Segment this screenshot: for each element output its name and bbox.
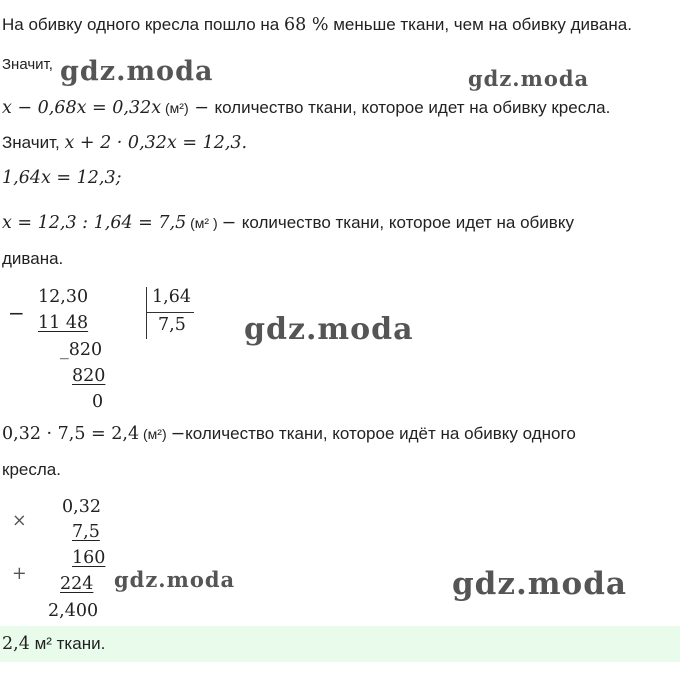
division-subtrahend-1: 11 48	[38, 313, 89, 333]
division-dividend: 12,30	[38, 287, 89, 307]
text-line-4	[2, 133, 247, 153]
line3-text: количество ткани, которое идет на обивку кресла.	[214, 98, 611, 117]
watermark-logo: gdz.moda	[114, 567, 236, 592]
text-line-5	[2, 168, 121, 188]
line5-expression: 1,64x = 12,3;	[2, 168, 122, 188]
line1-text-a: На обивку одного кресла пошло на	[2, 15, 284, 34]
answer-text: м² ткани.	[29, 634, 106, 653]
multiplication-plus-sign: +	[12, 564, 27, 584]
watermark-logo: gdz.moda	[244, 312, 414, 347]
line8-text: количество ткани, которое идёт на обивку одного	[185, 424, 576, 443]
line7-text: дивана.	[2, 249, 64, 268]
division-minus-sign: −	[8, 301, 25, 325]
multiplication-partial-1: 160	[72, 548, 106, 568]
text-line-2	[2, 56, 53, 73]
division-quotient: 7,5	[158, 315, 186, 335]
line6-expression: x = 12,3 : 1,64 = 7,5	[2, 213, 187, 233]
watermark-logo: gdz.moda	[468, 66, 590, 91]
division-horizontal-line	[146, 312, 194, 313]
answer-number: 2,4	[2, 634, 30, 654]
multiplication-result: 2,400	[48, 601, 99, 621]
line6-dash: −	[221, 213, 242, 233]
line4-text: Значит,	[2, 133, 65, 152]
division-final-zero: 0	[92, 392, 104, 412]
line2-text: Значит,	[2, 56, 53, 73]
multiplication-times-sign: ×	[12, 511, 27, 531]
line8-expression: 0,32 · 7,5 = 2,4	[2, 424, 140, 444]
text-line-7	[2, 249, 63, 269]
line9-text: кресла.	[2, 460, 61, 479]
line8-dash: −	[170, 424, 186, 444]
line3-expression: x − 0,68x = 0,32x	[2, 98, 162, 118]
line6-unit: (м² )	[186, 215, 222, 231]
multiplication-factor-b: 7,5	[72, 522, 100, 542]
line1-percent-number: 68	[283, 15, 307, 35]
multiplication-factor-a: 0,32	[62, 497, 101, 517]
division-remainder: _820	[60, 340, 103, 360]
line1-text-b: меньше ткани, чем на обивку дивана.	[328, 15, 632, 34]
text-line-9	[2, 460, 61, 480]
line3-dash: −	[188, 98, 215, 118]
text-line-8	[2, 424, 576, 444]
division-divisor: 1,64	[152, 287, 191, 307]
watermark-logo: gdz.moda	[452, 566, 627, 602]
watermark-logo: gdz.moda	[60, 56, 214, 87]
line1-percent-sign: %	[306, 15, 329, 35]
line4-expression: x + 2 · 0,32x = 12,3.	[64, 133, 248, 153]
line6-text: количество ткани, которое идет на обивку	[241, 213, 574, 232]
division-subtrahend-2: 820	[72, 366, 106, 386]
multiplication-partial-2: 224	[60, 574, 94, 594]
text-line-1	[2, 15, 632, 35]
line3-unit: (м²)	[161, 100, 189, 116]
text-line-3	[2, 98, 610, 118]
text-line-6	[2, 213, 574, 233]
answer-line	[2, 634, 105, 654]
division-vertical-line	[146, 287, 147, 339]
line8-unit: (м²)	[139, 426, 171, 442]
